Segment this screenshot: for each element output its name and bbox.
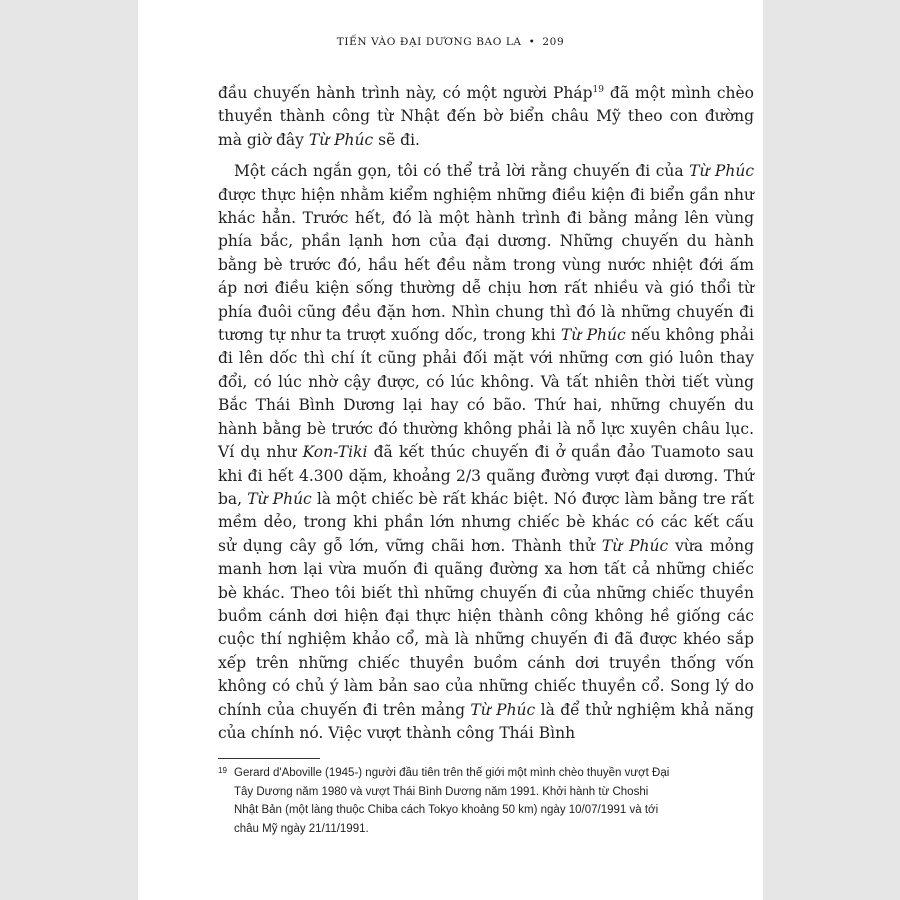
paragraph-1	[218, 82, 754, 152]
page-number: 209	[542, 36, 565, 48]
footnote-number: 19	[218, 766, 227, 775]
italic-title: Từ Phúc	[470, 700, 536, 719]
italic-title: Từ Phúc	[560, 326, 626, 345]
italic-title: Kon-Tiki	[302, 443, 368, 462]
text-run: là để thử nghiệm khả năng của chính nó. Việc vượt thành công Thái Bình	[218, 700, 754, 742]
text-run: đầu chuyến hành trình này, có một người Pháp	[218, 84, 593, 102]
footnote-ref[interactable]: 19	[592, 84, 604, 95]
running-head-bullet: •	[528, 36, 536, 48]
text-run: vừa mỏng manh hơn lại vừa muốn đi quãng đường xa hơn tất cả những chiếc bè khác. Theo tôi biết thì những chuyến đi của những chiếc thuyền buồm cánh dơi hiện đại thực hiện thành công không hề giống các cuộc thí nghiệm khảo cổ, mà là những chuyến đi đã được khéo sắp xếp trên những chiếc thuyền buồm cánh dơi truyền thống vốn không có chủ ý làm bản sao của những chiếc thuyền cổ. Song lý do chính của chuyến đi trên mảng	[218, 536, 754, 719]
footnote	[218, 764, 674, 838]
italic-title: Từ Phúc	[601, 536, 669, 555]
text-run: đã kết thúc chuyến đi ở quần đảo Tuamoto sau khi đi hết 4.300 dặm, khoảng 2/3 quãng đường vượt đại dương. Thứ ba,	[218, 443, 754, 508]
italic-title: Từ Phúc	[689, 162, 754, 181]
footnote-text: Gerard d'Aboville (1945-) người đầu tiên trên thế giới một mình chèo thuyền vượt Đại Tây Dương năm 1980 và vượt Thái Bình Dương năm 1991. Khởi hành từ Choshi Nhật Bản (một làng thuộc Chiba cách Tokyo khoảng 50 km) ngày 10/07/1991 và tới châu Mỹ ngày 21/11/1991.	[234, 767, 670, 835]
text-run: đã một mình chèo thuyền thành công từ Nhật đến bờ biển châu Mỹ theo con đường mà giờ đây	[218, 84, 754, 149]
text-run: sẽ đi.	[373, 130, 420, 149]
paragraph-2	[218, 160, 754, 745]
text-run: Một cách ngắn gọn, tôi có thể trả lời rằng chuyến đi của	[234, 162, 690, 181]
book-page	[138, 0, 763, 900]
running-head	[138, 36, 763, 48]
running-head-title: TIẾN VÀO ĐẠI DƯƠNG BAO LA	[336, 36, 522, 48]
italic-title: Từ Phúc	[308, 130, 374, 149]
footnote-divider	[218, 758, 320, 759]
text-run: là một chiếc bè rất khác biệt. Nó được làm bằng tre rất mềm dẻo, trong khi phần lớn nhưng chiếc bè khác có các kết cấu sử dụng cây gỗ lớn, vững chãi hơn. Thành thử	[218, 489, 754, 555]
text-run: nếu không phải đi lên dốc thì chí ít cũng phải đối mặt với những cơn gió luôn thay đổi, có lúc nhờ cậy được, có lúc không. Và tất nhiên thời tiết vùng Bắc Thái Bình Dương lại hay có bão. Thứ hai, những chuyến du hành bằng bè trước đó thường không phải là nỗ lực xuyên châu lục. Ví dụ như	[218, 326, 754, 462]
body-text	[218, 82, 754, 745]
text-run: được thực hiện nhằm kiểm nghiệm những điều kiện đi biển gần như khác hẳn. Trước hết, đó là một hành trình đi bằng mảng lên vùng phía bắc, phần lạnh hơn của đại dương. Những chuyến du hành bằng bè trước đó, hầu hết đều nằm trong vùng nước nhiệt đới ấm áp nơi điều kiện sống thường dễ chịu hơn rất nhiều và gió thổi từ phía đuôi cũng đều đặn hơn. Nhìn chung thì đó là những chuyến đi tương tự như ta trượt xuống dốc, trong khi	[218, 185, 754, 345]
italic-title: Từ Phúc	[247, 489, 312, 508]
